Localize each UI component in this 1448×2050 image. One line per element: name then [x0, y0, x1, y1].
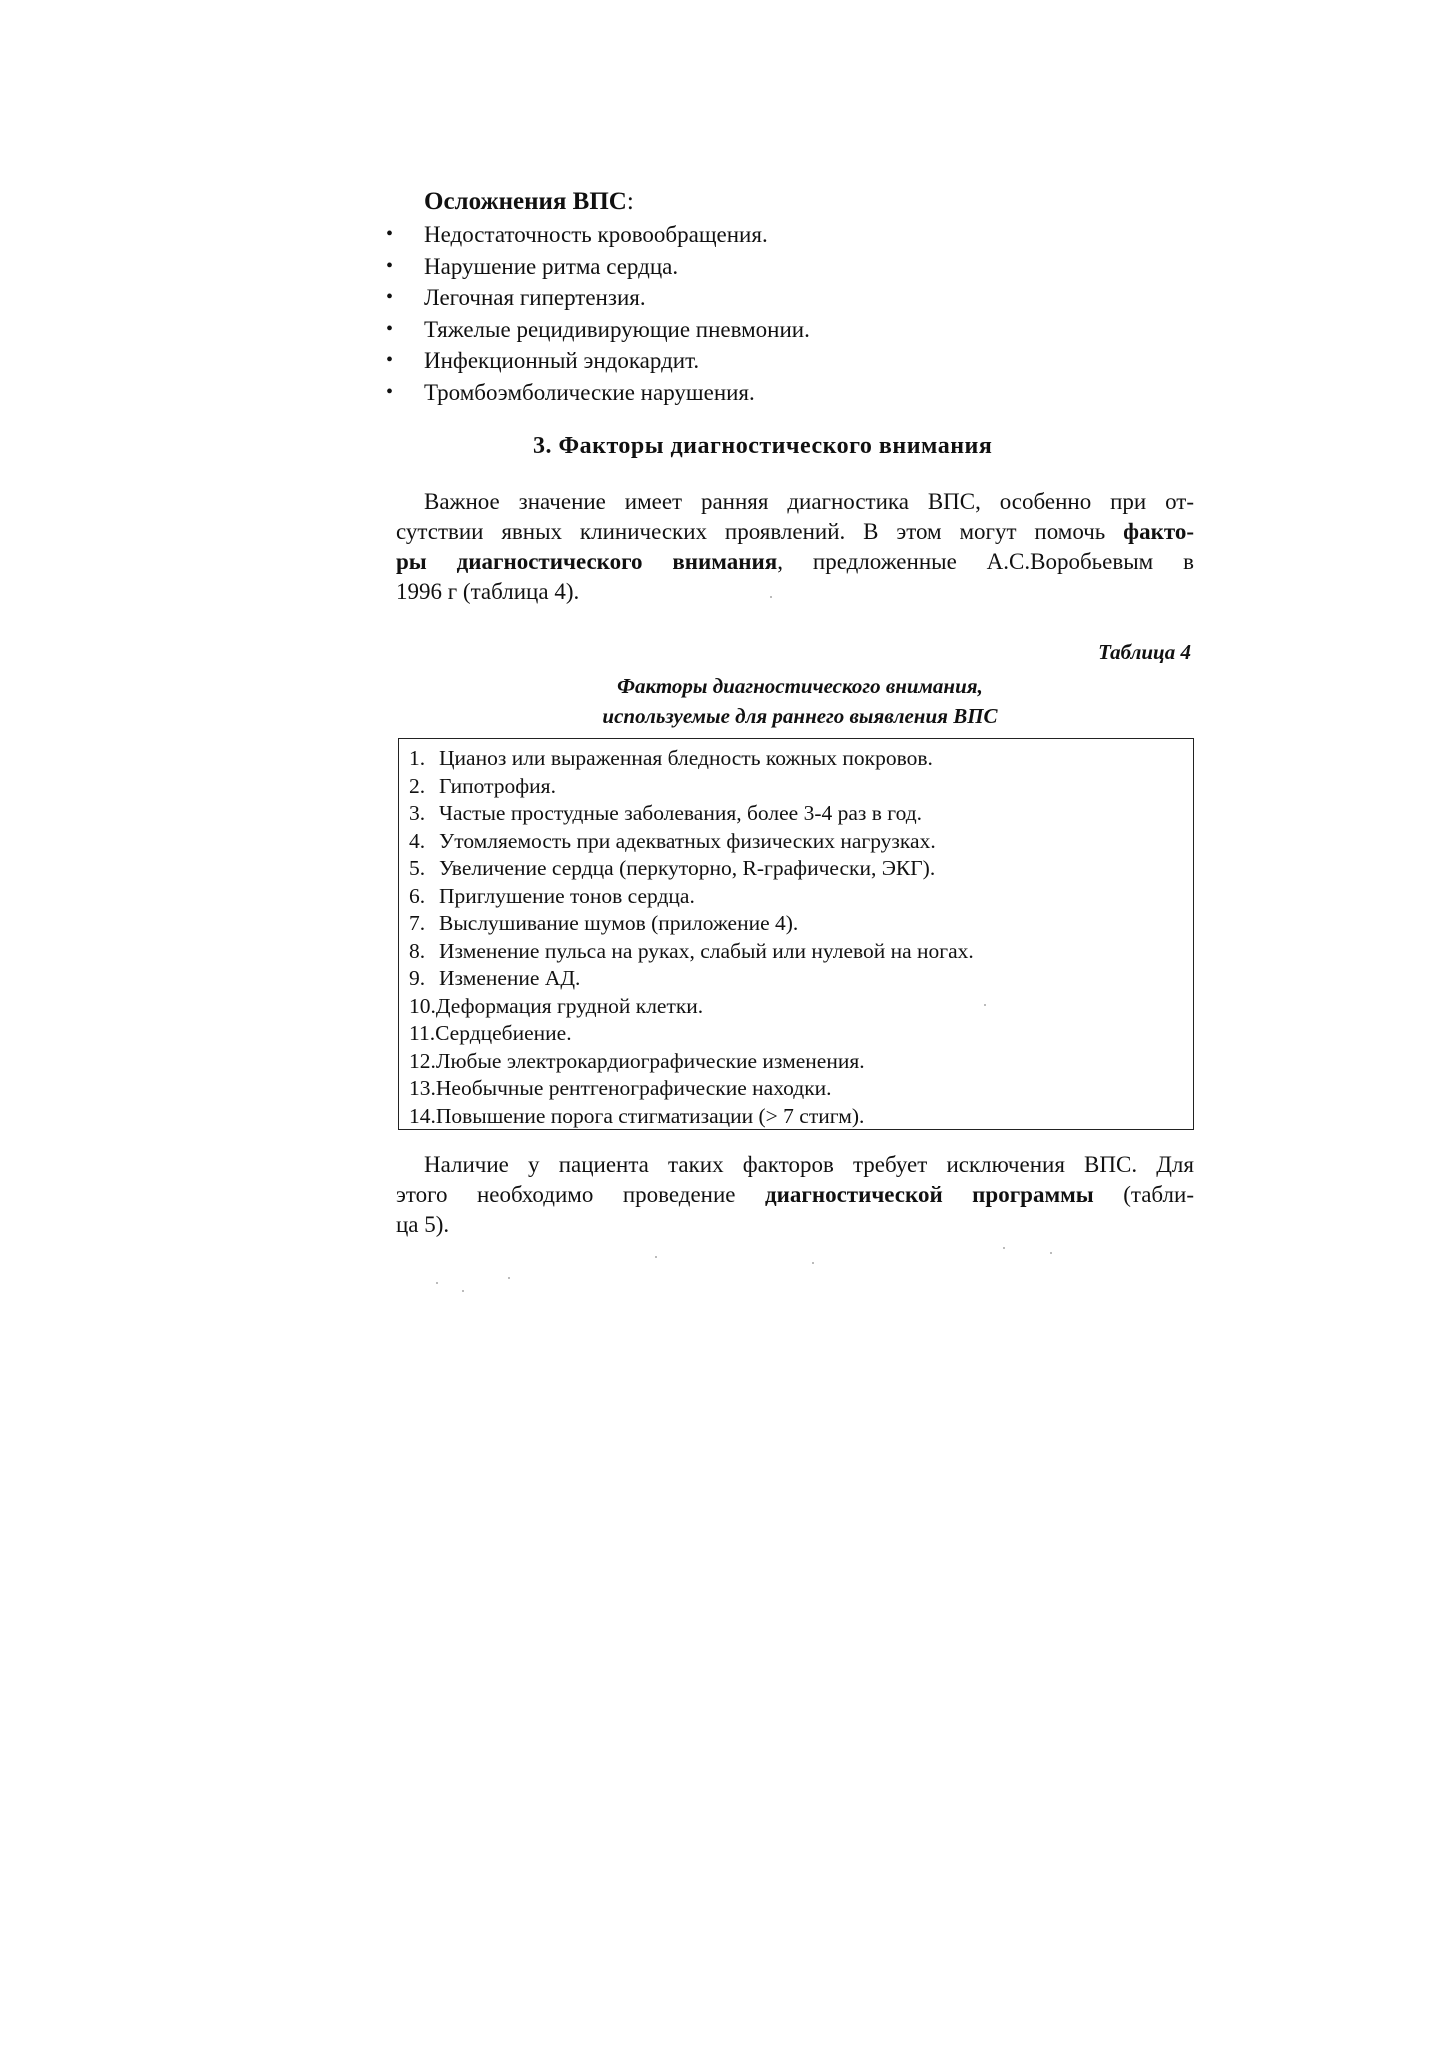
paragraph-line: ца 5). — [396, 1212, 450, 1237]
section-heading: 3. Факторы диагностического внимания — [533, 433, 993, 459]
list-item: • Недостаточность кровообращения. — [386, 219, 1086, 251]
paragraph-line: Наличие у пациента таких факторов требует исключения ВПС. Для — [424, 1152, 1194, 1177]
table-row: 4. Утомляемость при адекватных физических нагрузках. — [409, 828, 936, 853]
paragraph-line: Важное значение имеет ранняя диагностика ВПС, особенно при от- — [424, 489, 1194, 514]
list-item: • Легочная гипертензия. — [386, 282, 1086, 314]
table-row: 14.Повышение порога стигматизации (> 7 стигм). — [409, 1103, 865, 1128]
paragraph-line: ры диагностического внимания, предложенные А.С.Воробьевым в — [396, 549, 1194, 574]
table-row: 11.Сердцебиение. — [409, 1021, 572, 1045]
factors-list — [399, 739, 1193, 1130]
bullet-icon: • — [386, 349, 394, 371]
paragraph-line: этого необходимо проведение диагностической программы (табли- — [396, 1182, 1195, 1207]
table-row: 3. Частые простудные заболевания, более 3-4 раз в год. — [409, 801, 923, 825]
table-caption — [500, 671, 1100, 731]
bold-term: диагностической программы — [764, 1182, 1094, 1207]
table-row: 10.Деформация грудной клетки. — [409, 993, 704, 1018]
bullet-icon: • — [386, 254, 394, 277]
list-item: • Тяжелые рецидивирующие пневмонии. — [386, 314, 1086, 346]
bullet-icon: • — [386, 223, 394, 245]
complications-heading: Осложнения ВПС: — [424, 188, 634, 215]
bullet-icon: • — [386, 317, 394, 340]
paragraph-line: сутствии явных клинических проявлений. В этом могут помочь факто- — [396, 519, 1194, 544]
scan-speck — [770, 596, 772, 598]
table-row: 6. Приглушение тонов сердца. — [409, 883, 695, 908]
paragraph-line: 1996 г (таблица 4). — [396, 579, 580, 604]
scan-speck — [462, 1290, 464, 1292]
list-item: • Нарушение ритма сердца. — [386, 251, 1086, 283]
table-row: 2. Гипотрофия. — [409, 773, 556, 798]
scan-speck — [984, 1004, 986, 1006]
bold-term: ры диагностического внимания — [396, 549, 778, 574]
scan-speck — [1050, 1252, 1052, 1254]
table-row: 13.Необычные рентгенографические находки. — [409, 1076, 832, 1100]
table-row: 7. Выслушивание шумов (приложение 4). — [409, 911, 799, 935]
bold-term: факто- — [1123, 519, 1194, 544]
list-item: • Инфекционный эндокардит. — [386, 345, 1086, 377]
closing-paragraph — [396, 1150, 1194, 1240]
bullet-icon: • — [386, 380, 394, 403]
table-row: 9. Изменение АД. — [409, 966, 581, 990]
table-row: 5. Увеличение сердца (перкуторно, R-графически, ЭКГ). — [409, 856, 936, 880]
scan-speck — [436, 1282, 438, 1284]
scan-speck — [812, 1262, 814, 1264]
scan-speck — [655, 1256, 657, 1258]
scan-speck — [1003, 1247, 1005, 1249]
intro-paragraph — [396, 487, 1194, 607]
caption-line: используемые для раннего выявления ВПС — [602, 704, 998, 728]
table-row: 12.Любые электрокардиографические изменения. — [409, 1048, 865, 1073]
complications-list — [386, 219, 1086, 408]
factors-table — [398, 738, 1194, 1130]
table-row: 8. Изменение пульса на руках, слабый или нулевой на ногах. — [409, 938, 974, 963]
scan-speck — [508, 1277, 510, 1279]
table-row: 1. Цианоз или выраженная бледность кожных покровов. — [409, 746, 933, 770]
bullet-icon: • — [386, 286, 394, 308]
table-label: Таблица 4 — [1098, 640, 1191, 664]
list-item: • Тромбоэмболические нарушения. — [386, 377, 1086, 409]
caption-line: Факторы диагностического внимания, — [617, 674, 983, 698]
